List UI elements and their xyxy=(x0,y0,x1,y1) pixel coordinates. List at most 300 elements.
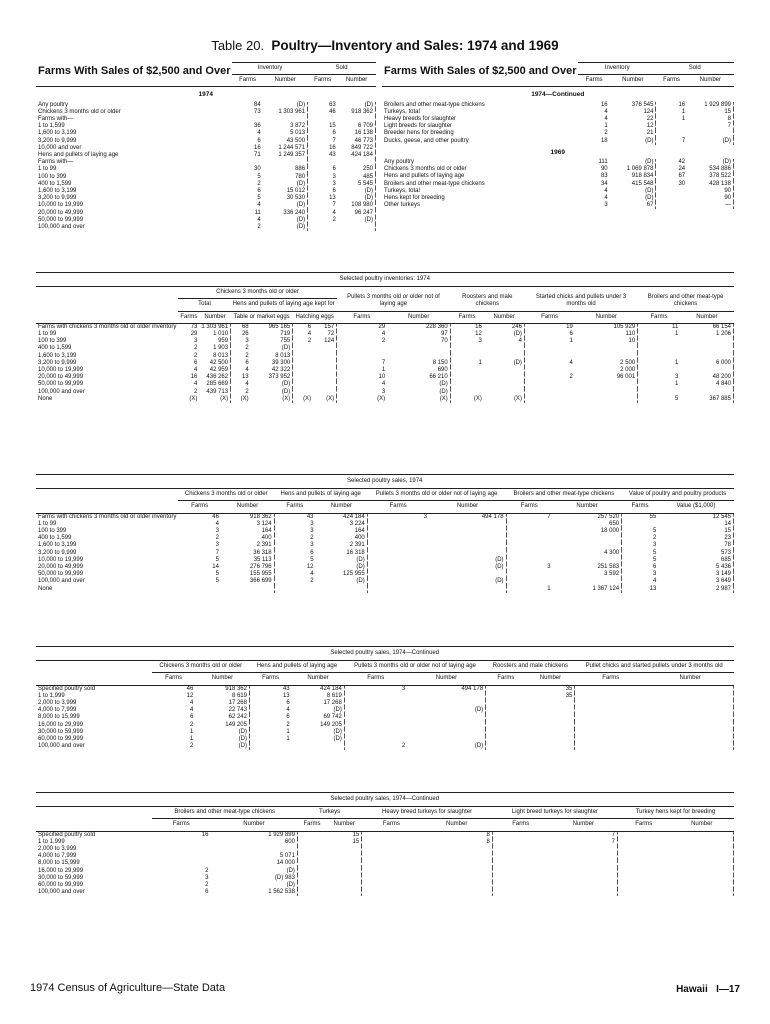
table-row xyxy=(36,693,734,700)
col-number: Number xyxy=(338,75,376,87)
year-1969-heading: 1969 xyxy=(550,148,565,156)
cell xyxy=(313,389,337,396)
cell: (D) xyxy=(610,188,656,195)
cell: (D) xyxy=(429,564,506,571)
cell xyxy=(553,535,622,542)
table-row xyxy=(36,367,734,374)
cell xyxy=(486,736,526,743)
cell xyxy=(492,853,549,860)
table-row xyxy=(36,714,734,721)
row-label: 400 to 1,599 xyxy=(38,535,72,542)
col-number: Number xyxy=(647,673,734,685)
cell: 2 xyxy=(194,345,198,352)
cell xyxy=(407,714,485,721)
cell xyxy=(367,542,429,549)
cell: 110 xyxy=(575,331,638,338)
table-row xyxy=(36,217,376,224)
hdr-pullets: Pullets 3 months old or older not of laying age xyxy=(337,287,451,311)
cell xyxy=(337,345,388,352)
cell: 55 xyxy=(649,513,657,520)
cell xyxy=(344,722,407,729)
cell: 2 xyxy=(653,535,657,542)
cell: (X) xyxy=(377,395,386,402)
cell: 13 xyxy=(241,374,249,381)
cell xyxy=(492,860,549,867)
cell: 66 210 xyxy=(387,374,450,381)
cell: (D) xyxy=(429,557,506,564)
cell: 124 xyxy=(313,338,337,345)
cell xyxy=(293,381,313,388)
cell: 90 xyxy=(687,188,733,195)
cell xyxy=(293,367,313,374)
cell xyxy=(622,521,659,528)
cell: 23 xyxy=(658,535,733,542)
row-label: Any poultry xyxy=(38,101,69,108)
cell xyxy=(362,860,421,867)
cell xyxy=(362,882,421,889)
table-heading: Poultry—Inventory and Sales: 1974 and 1969 xyxy=(271,38,559,53)
table-row xyxy=(36,195,376,202)
cell: 18 000 xyxy=(553,528,622,535)
col-number: Number xyxy=(610,75,656,87)
cell: 5 xyxy=(653,528,657,535)
cell: 15 xyxy=(658,528,733,535)
cell: 157 xyxy=(313,323,337,331)
cell: (D) xyxy=(484,360,525,367)
cell: 12 xyxy=(306,564,314,571)
row-label: 3,200 to 9,999 xyxy=(38,195,77,202)
cell: 13 xyxy=(329,195,336,202)
stub-title-right: Farms With Sales of $2,500 and Over xyxy=(384,64,577,77)
cell xyxy=(506,542,553,549)
cell: 34 xyxy=(600,180,608,187)
table-row xyxy=(36,722,734,729)
cell xyxy=(344,707,407,714)
cell: 70 xyxy=(387,338,450,345)
table-row xyxy=(36,202,376,209)
cell: 3 xyxy=(381,388,386,395)
cell xyxy=(638,345,681,352)
cell xyxy=(327,882,362,889)
row-label: 16,000 to 29,999 xyxy=(38,867,84,874)
cell: 125 955 xyxy=(316,571,368,578)
cell: 4 xyxy=(332,209,336,216)
cell xyxy=(575,736,647,743)
sales-continued-table xyxy=(36,646,734,750)
cell xyxy=(367,535,429,542)
row-label: 10,000 to 19,999 xyxy=(38,367,84,374)
cell: 3 124 xyxy=(221,521,274,528)
cell: 415 548 xyxy=(610,181,656,188)
table-row xyxy=(382,188,734,195)
cell: 6 xyxy=(245,359,249,366)
row-label: Other turkeys xyxy=(384,202,421,209)
cell: 6 xyxy=(286,714,290,721)
col-number: Number xyxy=(680,311,733,323)
cell: 3 xyxy=(604,202,608,209)
cell: 1 xyxy=(381,367,386,374)
cell: 1 249 357 xyxy=(263,152,308,159)
row-label: 100 to 399 xyxy=(38,528,67,535)
cell xyxy=(549,868,617,875)
cell xyxy=(647,729,734,736)
cell: (D) xyxy=(263,102,308,109)
cell xyxy=(421,868,492,875)
cell: 8 619 xyxy=(195,693,249,700)
cell xyxy=(344,729,407,736)
cell xyxy=(152,846,211,853)
cell: 72 xyxy=(313,331,337,338)
cell: 3 xyxy=(401,685,406,692)
table-row xyxy=(36,729,734,736)
cell: 18 xyxy=(600,137,608,144)
row-label: 1 to 99 xyxy=(38,331,57,338)
cell xyxy=(313,374,337,381)
table-row xyxy=(36,152,376,159)
col-number: Number xyxy=(263,75,308,87)
cell xyxy=(407,693,485,700)
table-row xyxy=(36,513,734,521)
hdr-roosters: Roosters and male chickens xyxy=(486,661,575,673)
cell xyxy=(526,729,575,736)
cell: 3 xyxy=(674,374,679,381)
col-farms: Farms xyxy=(178,311,199,323)
cell xyxy=(297,868,326,875)
inventory-header: Inventory xyxy=(232,63,307,75)
cell xyxy=(367,550,429,557)
cell: (D) xyxy=(292,707,345,714)
cell: 918 362 xyxy=(221,513,274,521)
row-label: 1 to 1,999 xyxy=(38,838,65,845)
cell: 2 xyxy=(194,352,198,359)
table-row xyxy=(36,542,734,549)
cell: 2 xyxy=(332,216,336,223)
cell: 367 885 xyxy=(680,396,733,403)
cell: 1 903 xyxy=(199,345,230,352)
cell xyxy=(327,853,362,860)
cell xyxy=(506,571,553,578)
cell xyxy=(656,188,687,195)
cell: 3 xyxy=(478,338,482,345)
cell: 690 xyxy=(387,367,450,374)
cell: 2 xyxy=(215,535,219,542)
cell xyxy=(647,707,734,714)
cell xyxy=(327,860,362,867)
row-label: Specified poultry sold xyxy=(38,831,96,838)
row-label: Broilers and other meat-type chickens xyxy=(384,101,485,108)
cell xyxy=(486,722,526,729)
table-row xyxy=(382,173,734,180)
table-row xyxy=(36,353,734,360)
cell xyxy=(367,571,429,578)
cell: 30 xyxy=(254,166,261,173)
cell: 1 010 xyxy=(199,331,230,338)
cell: 39 300 xyxy=(251,360,293,367)
table-row xyxy=(36,882,734,889)
col-number: Number xyxy=(195,673,249,685)
cell: 22 743 xyxy=(195,707,249,714)
cell xyxy=(450,353,484,360)
table-row xyxy=(36,707,734,714)
row-label: 100,000 and over xyxy=(38,224,85,231)
table-row xyxy=(36,831,734,839)
table-row xyxy=(36,331,734,338)
cell xyxy=(152,853,211,860)
table-row xyxy=(36,853,734,860)
cell: 14 xyxy=(212,564,219,571)
cell: 1 xyxy=(674,381,679,388)
cell xyxy=(337,353,388,360)
hdr-heavy-breed: Heavy breed turkeys for slaughter xyxy=(362,807,493,819)
cell: 3 649 xyxy=(658,578,733,585)
sales-continued-2-table xyxy=(36,792,734,896)
cell: (D) xyxy=(338,188,376,195)
cell: 42 xyxy=(678,159,686,166)
cell xyxy=(327,868,362,875)
cell: 97 xyxy=(387,331,450,338)
cell: 5 436 xyxy=(658,564,733,571)
table-row xyxy=(36,138,376,145)
cell: 83 xyxy=(600,173,608,180)
cell: 67 xyxy=(678,173,686,180)
cell xyxy=(553,557,622,564)
table-row xyxy=(36,145,376,152)
cell xyxy=(362,875,421,882)
cell: 2 xyxy=(401,743,406,750)
cell: 36 xyxy=(254,123,261,130)
cell: 6 xyxy=(257,137,261,144)
cell xyxy=(549,882,617,889)
cell: 3 592 xyxy=(553,571,622,578)
cell: 4 xyxy=(381,331,386,338)
col-farms: Farms xyxy=(152,819,211,831)
cell xyxy=(524,345,574,352)
cell xyxy=(367,586,429,593)
cell xyxy=(670,846,734,853)
col-farms: Farms xyxy=(249,673,291,685)
cell: 15 xyxy=(327,839,362,846)
cell xyxy=(575,714,647,721)
cell: 15 xyxy=(327,831,362,839)
row-label: 400 to 1,599 xyxy=(38,345,72,352)
table-row xyxy=(36,360,734,367)
cell: 494 178 xyxy=(429,513,506,521)
cell: 43 xyxy=(306,513,314,520)
cell xyxy=(549,853,617,860)
cell: 16 138 xyxy=(338,130,376,137)
cell xyxy=(575,396,638,403)
cell: 1 xyxy=(286,728,290,735)
cell: (D) xyxy=(263,202,308,209)
cell: (D) xyxy=(338,195,376,202)
cell xyxy=(575,722,647,729)
hdr-broilers: Broilers and other meat-type chickens xyxy=(152,807,297,819)
cell xyxy=(297,831,326,839)
cell xyxy=(178,586,221,593)
cell: 485 xyxy=(338,174,376,181)
cell: (D) xyxy=(292,736,345,743)
cell: 155 955 xyxy=(221,571,274,578)
cell xyxy=(367,528,429,535)
cell xyxy=(362,839,421,846)
col-farms: Farms xyxy=(492,819,549,831)
cell: 600 xyxy=(211,839,298,846)
col-number: Number xyxy=(549,819,617,831)
row-label: Turkeys, total xyxy=(384,108,420,115)
cell xyxy=(308,224,338,231)
cell: 164 xyxy=(316,528,368,535)
table-row xyxy=(36,550,734,557)
row-label: 30,000 to 59,999 xyxy=(38,728,84,735)
cell: 400 xyxy=(221,535,274,542)
cell: 71 xyxy=(254,152,261,159)
row-label: 10,000 to 19,999 xyxy=(38,556,84,563)
cell xyxy=(421,860,492,867)
cell: 90 xyxy=(687,195,733,202)
cell xyxy=(362,889,421,896)
hdr-pullets: Pullets 3 months old or older not of laying age xyxy=(344,661,485,673)
cell: (X) xyxy=(199,396,230,403)
cell: 7 xyxy=(215,549,219,556)
cell: 7 xyxy=(549,831,617,839)
table-row xyxy=(382,181,734,188)
table-row xyxy=(36,123,376,130)
table-row xyxy=(382,138,734,145)
cell: 67 xyxy=(610,202,656,209)
row-label: Broilers and other meat-type chickens xyxy=(384,180,485,187)
cell xyxy=(670,875,734,882)
cell xyxy=(429,542,506,549)
cell: 6 xyxy=(310,549,314,556)
cell: 15 xyxy=(329,123,336,130)
row-label: 100,000 and over xyxy=(38,743,85,750)
cell: 6 xyxy=(194,359,198,366)
cell xyxy=(670,839,734,846)
cell xyxy=(526,722,575,729)
cell: 7 xyxy=(687,123,733,130)
hdr-hens: Hens and pullets of laying age xyxy=(249,661,344,673)
cell xyxy=(617,846,670,853)
cell: 2 xyxy=(190,721,194,728)
cell xyxy=(617,831,670,839)
cell: 257 520 xyxy=(553,513,622,521)
cell: (D) xyxy=(610,159,656,166)
cell: (D) xyxy=(429,578,506,585)
cell xyxy=(638,353,681,360)
cell xyxy=(407,700,485,707)
cell: 3 xyxy=(332,180,336,187)
cell xyxy=(293,374,313,381)
hdr-turkeys: Turkeys xyxy=(297,807,361,819)
cell: 6 xyxy=(332,166,336,173)
cell: (X) xyxy=(251,396,293,403)
sales-table xyxy=(36,474,734,593)
col-number: Number xyxy=(526,673,575,685)
cell xyxy=(362,831,421,839)
col-number: Number xyxy=(484,311,525,323)
footer-source: 1974 Census of Agriculture—State Data xyxy=(30,982,226,994)
cell: 436 262 xyxy=(199,374,230,381)
cell xyxy=(526,707,575,714)
cell: 4 xyxy=(381,381,386,388)
cell: 3 xyxy=(547,564,551,571)
cell xyxy=(656,130,687,137)
cell: 228 360 xyxy=(387,323,450,331)
cell: 111 xyxy=(598,159,608,166)
cell: 2 xyxy=(381,338,386,345)
cell: 7 xyxy=(332,202,336,209)
cell: 1 303 961 xyxy=(199,323,230,331)
table-row xyxy=(382,159,734,166)
row-label: Farms with chickens 3 months old or older inventory xyxy=(38,513,177,520)
col-number: Number xyxy=(687,75,733,87)
footer-state: Hawaii xyxy=(676,984,708,995)
cell xyxy=(484,367,525,374)
cell xyxy=(486,693,526,700)
cell: 918 362 xyxy=(195,685,249,693)
cell xyxy=(575,685,647,693)
col-number: Number xyxy=(327,819,362,831)
cell: 1 xyxy=(569,338,573,345)
cell xyxy=(506,521,553,528)
cell: 35 xyxy=(526,685,575,693)
cell: 755 xyxy=(251,338,293,345)
row-label: 100,000 and over xyxy=(38,388,85,395)
cell: — xyxy=(687,202,733,209)
cell xyxy=(293,360,313,367)
cell xyxy=(297,853,326,860)
cell xyxy=(524,381,574,388)
cell: (D) xyxy=(610,195,656,202)
cell: 16 xyxy=(254,144,261,151)
cell: 6 xyxy=(205,889,209,896)
cell xyxy=(492,868,549,875)
cell: 10 xyxy=(378,374,386,381)
cell: 3 xyxy=(215,542,219,549)
cell: 1 xyxy=(681,108,686,115)
cell: 4 xyxy=(245,367,249,374)
cell: 26 xyxy=(241,331,249,338)
cell: 8 619 xyxy=(292,693,345,700)
cell: 4 xyxy=(653,578,657,585)
hdr-pullet-chicks: Pullet chicks and started pullets under 3 months old xyxy=(575,661,734,673)
cell xyxy=(549,889,617,896)
hdr-total: Total xyxy=(178,299,230,311)
table-row xyxy=(36,116,376,123)
cell: 13 xyxy=(649,585,657,592)
cell: 96 247 xyxy=(338,210,376,217)
row-label: Light breeds for slaughter xyxy=(384,123,453,130)
cell: 2 391 xyxy=(221,542,274,549)
cell xyxy=(524,389,574,396)
cell xyxy=(656,195,687,202)
cell xyxy=(575,389,638,396)
cell: 3 xyxy=(310,528,314,535)
cell: 8 013 xyxy=(199,353,230,360)
cell xyxy=(152,860,211,867)
row-label: Specified poultry sold xyxy=(38,685,96,692)
cell xyxy=(344,700,407,707)
cell: 4 xyxy=(194,367,198,374)
cell: 534 886 xyxy=(687,166,733,173)
cell xyxy=(387,345,450,352)
table-row xyxy=(36,535,734,542)
cell: 46 xyxy=(212,513,219,520)
row-label: 20,000 to 49,999 xyxy=(38,374,84,381)
cell: 494 178 xyxy=(407,685,485,693)
hdr-hens: Hens and pullets of laying age kept for xyxy=(231,299,337,311)
cell: 4 xyxy=(257,130,261,137)
